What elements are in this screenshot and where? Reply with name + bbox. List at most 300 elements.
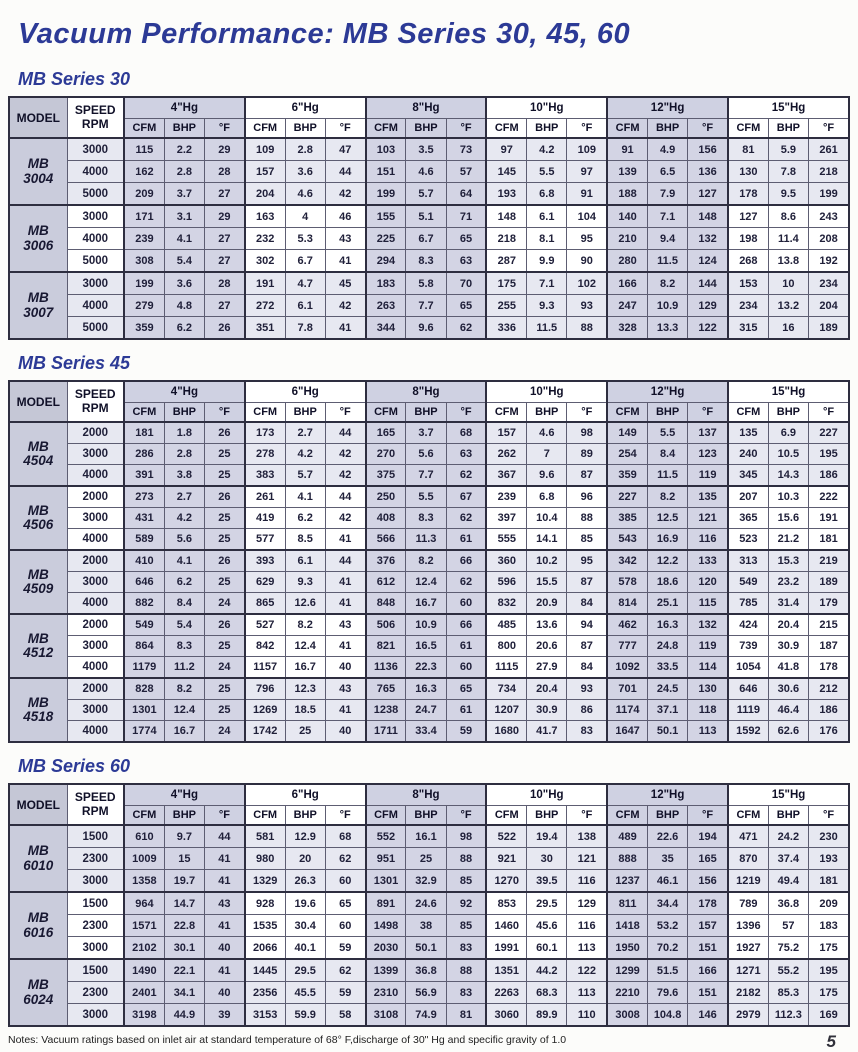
data-cell: 25.1 (647, 593, 687, 615)
data-cell: 68 (446, 422, 486, 444)
data-cell: 7.8 (768, 161, 808, 183)
pressure-group-header: 6"Hg (245, 381, 366, 403)
sub-column-header: °F (325, 403, 365, 423)
data-cell: 1396 (728, 915, 768, 937)
speed-cell: 2000 (67, 486, 124, 508)
data-cell: 313 (728, 550, 768, 572)
data-cell: 29.5 (285, 959, 325, 982)
speed-cell: 2000 (67, 550, 124, 572)
data-cell: 114 (688, 657, 728, 679)
data-cell: 5.9 (768, 138, 808, 161)
data-cell: 30.6 (768, 678, 808, 700)
data-cell: 765 (366, 678, 406, 700)
data-cell: 9.4 (647, 228, 687, 250)
data-cell: 397 (486, 508, 526, 529)
data-cell: 12.9 (285, 825, 325, 848)
data-cell: 777 (607, 636, 647, 657)
data-cell: 24 (205, 657, 245, 679)
data-cell: 194 (688, 825, 728, 848)
data-cell: 255 (486, 295, 526, 317)
data-cell: 60 (446, 657, 486, 679)
data-cell: 6.2 (285, 508, 325, 529)
sub-column-header: BHP (406, 119, 446, 139)
data-cell: 175 (486, 272, 526, 295)
data-cell: 59 (325, 982, 365, 1004)
pressure-group-header: 12"Hg (607, 97, 728, 119)
data-cell: 19.7 (164, 870, 204, 893)
data-cell: 462 (607, 614, 647, 636)
speed-cell: 4000 (67, 161, 124, 183)
data-cell: 8.2 (164, 678, 204, 700)
data-cell: 135 (728, 422, 768, 444)
data-cell: 85 (446, 915, 486, 937)
data-cell: 1927 (728, 937, 768, 960)
footer (8, 1032, 850, 1052)
data-cell: 1270 (486, 870, 526, 893)
data-cell: 25 (205, 572, 245, 593)
sub-column-header: BHP (768, 403, 808, 423)
speed-cell: 5000 (67, 317, 124, 340)
data-cell: 1179 (124, 657, 164, 679)
speed-cell: 4000 (67, 721, 124, 743)
data-cell: 5.5 (647, 422, 687, 444)
data-cell: 589 (124, 529, 164, 551)
data-cell: 212 (809, 678, 849, 700)
data-cell: 181 (809, 529, 849, 551)
data-cell: 44 (205, 825, 245, 848)
data-cell: 8.2 (285, 614, 325, 636)
data-cell: 68.3 (527, 982, 567, 1004)
model-name (9, 550, 67, 614)
series-60-section (8, 756, 850, 1027)
data-cell: 980 (245, 848, 285, 870)
data-cell: 1054 (728, 657, 768, 679)
data-cell: 393 (245, 550, 285, 572)
data-cell: 151 (688, 982, 728, 1004)
data-cell: 734 (486, 678, 526, 700)
data-cell: 4.1 (164, 228, 204, 250)
data-cell: 136 (688, 161, 728, 183)
data-cell: 43 (325, 228, 365, 250)
sub-column-header: CFM (486, 119, 526, 139)
data-cell: 110 (567, 1004, 607, 1027)
data-cell: 26 (205, 486, 245, 508)
data-cell: 234 (728, 295, 768, 317)
page-title: Vacuum Performance: MB Series 30, 45, 60 (18, 18, 631, 50)
data-cell: 555 (486, 529, 526, 551)
pressure-group-header: 10"Hg (486, 97, 607, 119)
data-cell: 964 (124, 892, 164, 915)
data-cell: 83 (446, 937, 486, 960)
data-cell: 344 (366, 317, 406, 340)
data-cell: 20.4 (527, 678, 567, 700)
data-cell: 169 (809, 1004, 849, 1027)
data-cell: 186 (809, 465, 849, 487)
data-cell: 56.9 (406, 982, 446, 1004)
data-cell: 209 (124, 183, 164, 206)
sub-column-header: °F (446, 119, 486, 139)
data-cell: 308 (124, 250, 164, 273)
data-cell: 109 (245, 138, 285, 161)
data-cell: 9.3 (285, 572, 325, 593)
model-name-line1: MB (27, 502, 49, 518)
data-cell: 821 (366, 636, 406, 657)
data-cell: 62 (446, 508, 486, 529)
speed-cell: 4000 (67, 295, 124, 317)
model-name-line2: 3004 (23, 170, 54, 186)
data-cell: 31.4 (768, 593, 808, 615)
data-cell: 250 (366, 486, 406, 508)
data-cell: 89 (567, 444, 607, 465)
data-cell: 45 (325, 272, 365, 295)
data-cell: 204 (809, 295, 849, 317)
data-cell: 2.2 (164, 138, 204, 161)
data-cell: 612 (366, 572, 406, 593)
data-cell: 15 (164, 848, 204, 870)
sub-column-header: °F (567, 806, 607, 826)
speed-cell: 3000 (67, 937, 124, 960)
speed-header-line2: RPM (81, 803, 109, 818)
data-cell: 359 (607, 465, 647, 487)
data-cell: 18.5 (285, 700, 325, 721)
sub-column-header: CFM (728, 403, 768, 423)
data-cell: 39.5 (527, 870, 567, 893)
model-name-line1: MB (27, 566, 49, 582)
data-cell: 328 (607, 317, 647, 340)
data-cell: 2310 (366, 982, 406, 1004)
data-cell: 88 (567, 508, 607, 529)
data-cell: 4.7 (285, 272, 325, 295)
speed-header-line2: RPM (81, 400, 109, 415)
data-cell: 578 (607, 572, 647, 593)
data-cell: 1498 (366, 915, 406, 937)
data-cell: 41 (325, 572, 365, 593)
data-cell: 44 (325, 486, 365, 508)
data-cell: 33.5 (647, 657, 687, 679)
data-cell: 1207 (486, 700, 526, 721)
data-cell: 1991 (486, 937, 526, 960)
speed-cell: 3000 (67, 870, 124, 893)
data-cell: 828 (124, 678, 164, 700)
data-cell: 59 (325, 937, 365, 960)
data-cell: 2.8 (164, 444, 204, 465)
data-cell: 11.3 (406, 529, 446, 551)
data-cell: 41 (325, 250, 365, 273)
data-cell: 75.2 (768, 937, 808, 960)
data-cell: 41 (325, 636, 365, 657)
data-cell: 489 (607, 825, 647, 848)
data-cell: 151 (366, 161, 406, 183)
data-cell: 522 (486, 825, 526, 848)
data-cell: 162 (124, 161, 164, 183)
data-cell: 104.8 (647, 1004, 687, 1027)
data-cell: 9.9 (527, 250, 567, 273)
data-cell: 1115 (486, 657, 526, 679)
model-name (9, 614, 67, 678)
data-cell: 527 (245, 614, 285, 636)
data-cell: 41 (325, 700, 365, 721)
data-cell: 96 (567, 486, 607, 508)
data-cell: 1774 (124, 721, 164, 743)
data-cell: 30.9 (527, 700, 567, 721)
data-cell: 4.6 (406, 161, 446, 183)
data-cell: 41 (205, 848, 245, 870)
pressure-group-header: 6"Hg (245, 784, 366, 806)
data-cell: 3008 (607, 1004, 647, 1027)
data-cell: 3.7 (164, 183, 204, 206)
model-name (9, 959, 67, 1026)
data-cell: 6.8 (527, 183, 567, 206)
data-cell: 13.8 (768, 250, 808, 273)
data-cell: 149 (607, 422, 647, 444)
data-cell: 41 (325, 593, 365, 615)
speed-column-header (67, 97, 124, 138)
data-cell: 30.1 (164, 937, 204, 960)
speed-header-line2: RPM (81, 116, 109, 131)
data-cell: 66 (446, 614, 486, 636)
data-cell: 41.8 (768, 657, 808, 679)
data-cell: 408 (366, 508, 406, 529)
data-cell: 10.4 (527, 508, 567, 529)
data-cell: 44 (325, 161, 365, 183)
data-cell: 122 (567, 959, 607, 982)
data-cell: 7.1 (527, 272, 567, 295)
data-cell: 218 (809, 161, 849, 183)
data-cell: 3.8 (164, 465, 204, 487)
data-cell: 286 (124, 444, 164, 465)
data-cell: 351 (245, 317, 285, 340)
data-cell: 34.1 (164, 982, 204, 1004)
data-cell: 88 (567, 317, 607, 340)
data-cell: 66 (446, 550, 486, 572)
data-cell: 3153 (245, 1004, 285, 1027)
data-cell: 1329 (245, 870, 285, 893)
sub-column-header: CFM (607, 806, 647, 826)
model-name-line2: 4512 (23, 645, 54, 660)
data-cell: 88 (446, 959, 486, 982)
data-cell: 848 (366, 593, 406, 615)
data-cell: 40.1 (285, 937, 325, 960)
data-cell: 81 (728, 138, 768, 161)
data-cell: 40 (205, 937, 245, 960)
data-cell: 239 (124, 228, 164, 250)
data-cell: 62 (446, 572, 486, 593)
data-cell: 424 (728, 614, 768, 636)
data-cell: 151 (688, 937, 728, 960)
data-cell: 58 (325, 1004, 365, 1027)
data-cell: 104 (567, 205, 607, 228)
sub-column-header: CFM (366, 403, 406, 423)
data-cell: 90 (567, 250, 607, 273)
data-cell: 60.1 (527, 937, 567, 960)
data-cell: 20.6 (527, 636, 567, 657)
sub-column-header: CFM (124, 119, 164, 139)
data-cell: 84 (567, 657, 607, 679)
data-cell: 57 (446, 161, 486, 183)
data-cell: 157 (688, 915, 728, 937)
sub-column-header: CFM (245, 806, 285, 826)
data-cell: 1490 (124, 959, 164, 982)
sub-column-header: °F (567, 119, 607, 139)
data-cell: 247 (607, 295, 647, 317)
data-cell: 336 (486, 317, 526, 340)
data-cell: 191 (809, 508, 849, 529)
data-cell: 6.8 (527, 486, 567, 508)
data-cell: 27 (205, 250, 245, 273)
pressure-group-header: 15"Hg (728, 97, 849, 119)
pressure-group-header: 4"Hg (124, 381, 245, 403)
data-cell: 153 (728, 272, 768, 295)
data-cell: 8.3 (406, 508, 446, 529)
data-cell: 6.7 (406, 228, 446, 250)
data-cell: 7.9 (647, 183, 687, 206)
data-cell: 2.8 (164, 161, 204, 183)
data-cell: 46 (325, 205, 365, 228)
data-cell: 45.6 (527, 915, 567, 937)
data-cell: 9.3 (527, 295, 567, 317)
data-cell: 6.5 (647, 161, 687, 183)
data-cell: 888 (607, 848, 647, 870)
data-cell: 113 (567, 982, 607, 1004)
data-cell: 814 (607, 593, 647, 615)
pressure-group-header: 12"Hg (607, 381, 728, 403)
data-cell: 98 (446, 825, 486, 848)
data-cell: 5.4 (164, 250, 204, 273)
data-cell: 26.3 (285, 870, 325, 893)
pressure-group-header: 12"Hg (607, 784, 728, 806)
data-cell: 13.2 (768, 295, 808, 317)
pressure-group-header: 4"Hg (124, 97, 245, 119)
data-cell: 5.7 (285, 465, 325, 487)
model-name-line2: 3006 (23, 237, 54, 253)
data-cell: 91 (607, 138, 647, 161)
series-45-heading: MB Series 45 (18, 353, 131, 373)
data-cell: 57 (768, 915, 808, 937)
data-cell: 32.9 (406, 870, 446, 893)
data-cell: 27 (205, 183, 245, 206)
data-cell: 2.7 (285, 422, 325, 444)
data-cell: 12.4 (285, 636, 325, 657)
data-cell: 181 (809, 870, 849, 893)
data-cell: 10.2 (527, 550, 567, 572)
data-cell: 94 (567, 614, 607, 636)
data-cell: 38 (406, 915, 446, 937)
data-cell: 20 (285, 848, 325, 870)
data-cell: 44.2 (527, 959, 567, 982)
speed-cell: 5000 (67, 250, 124, 273)
data-cell: 5.8 (406, 272, 446, 295)
data-cell: 40 (325, 657, 365, 679)
data-cell: 12.2 (647, 550, 687, 572)
data-cell: 26 (205, 422, 245, 444)
data-cell: 60 (446, 593, 486, 615)
data-cell: 50.1 (406, 937, 446, 960)
data-cell: 785 (728, 593, 768, 615)
data-cell: 137 (688, 422, 728, 444)
speed-cell: 3000 (67, 205, 124, 228)
sub-column-header: CFM (366, 119, 406, 139)
data-cell: 6.9 (768, 422, 808, 444)
data-cell: 25 (406, 848, 446, 870)
data-cell: 1119 (728, 700, 768, 721)
data-cell: 175 (809, 982, 849, 1004)
speed-cell: 4000 (67, 593, 124, 615)
data-cell: 8.5 (285, 529, 325, 551)
data-cell: 70.2 (647, 937, 687, 960)
data-cell: 11.5 (527, 317, 567, 340)
data-cell: 543 (607, 529, 647, 551)
data-cell: 11.5 (647, 465, 687, 487)
data-cell: 165 (366, 422, 406, 444)
sub-column-header: BHP (647, 119, 687, 139)
data-cell: 9.6 (527, 465, 567, 487)
data-cell: 60 (325, 915, 365, 937)
data-cell: 132 (688, 228, 728, 250)
sub-column-header: °F (205, 403, 245, 423)
model-name-line1: MB (27, 694, 49, 710)
data-cell: 121 (688, 508, 728, 529)
data-cell: 1535 (245, 915, 285, 937)
data-cell: 16.7 (164, 721, 204, 743)
data-cell: 35 (647, 848, 687, 870)
data-cell: 15.5 (527, 572, 567, 593)
data-cell: 577 (245, 529, 285, 551)
data-cell: 1950 (607, 937, 647, 960)
speed-cell: 3000 (67, 700, 124, 721)
data-cell: 95 (567, 550, 607, 572)
data-cell: 864 (124, 636, 164, 657)
sub-column-header: BHP (527, 119, 567, 139)
data-cell: 65 (446, 295, 486, 317)
data-cell: 29 (205, 205, 245, 228)
data-cell: 8.4 (647, 444, 687, 465)
data-cell: 280 (607, 250, 647, 273)
data-cell: 116 (567, 915, 607, 937)
data-cell: 4.6 (527, 422, 567, 444)
sub-column-header: °F (809, 403, 849, 423)
data-cell: 62 (446, 317, 486, 340)
data-cell: 87 (567, 572, 607, 593)
data-cell: 144 (688, 272, 728, 295)
data-cell: 3108 (366, 1004, 406, 1027)
data-cell: 42 (325, 465, 365, 487)
model-name (9, 205, 67, 272)
data-cell: 3.6 (164, 272, 204, 295)
data-cell: 16 (768, 317, 808, 340)
sub-column-header: °F (446, 403, 486, 423)
data-cell: 25 (205, 636, 245, 657)
data-cell: 4.1 (164, 550, 204, 572)
sub-column-header: °F (446, 806, 486, 826)
data-cell: 63 (446, 444, 486, 465)
data-cell: 209 (809, 892, 849, 915)
data-cell: 5.5 (527, 161, 567, 183)
model-name-line2: 3007 (23, 304, 54, 320)
speed-cell: 4000 (67, 529, 124, 551)
data-cell: 23.2 (768, 572, 808, 593)
data-cell: 93 (567, 678, 607, 700)
data-cell: 2210 (607, 982, 647, 1004)
speed-cell: 2000 (67, 422, 124, 444)
data-cell: 37.4 (768, 848, 808, 870)
data-cell: 5.5 (406, 486, 446, 508)
sub-column-header: CFM (728, 119, 768, 139)
data-cell: 27.9 (527, 657, 567, 679)
data-cell: 1271 (728, 959, 768, 982)
data-cell: 232 (245, 228, 285, 250)
data-cell: 166 (607, 272, 647, 295)
data-cell: 789 (728, 892, 768, 915)
